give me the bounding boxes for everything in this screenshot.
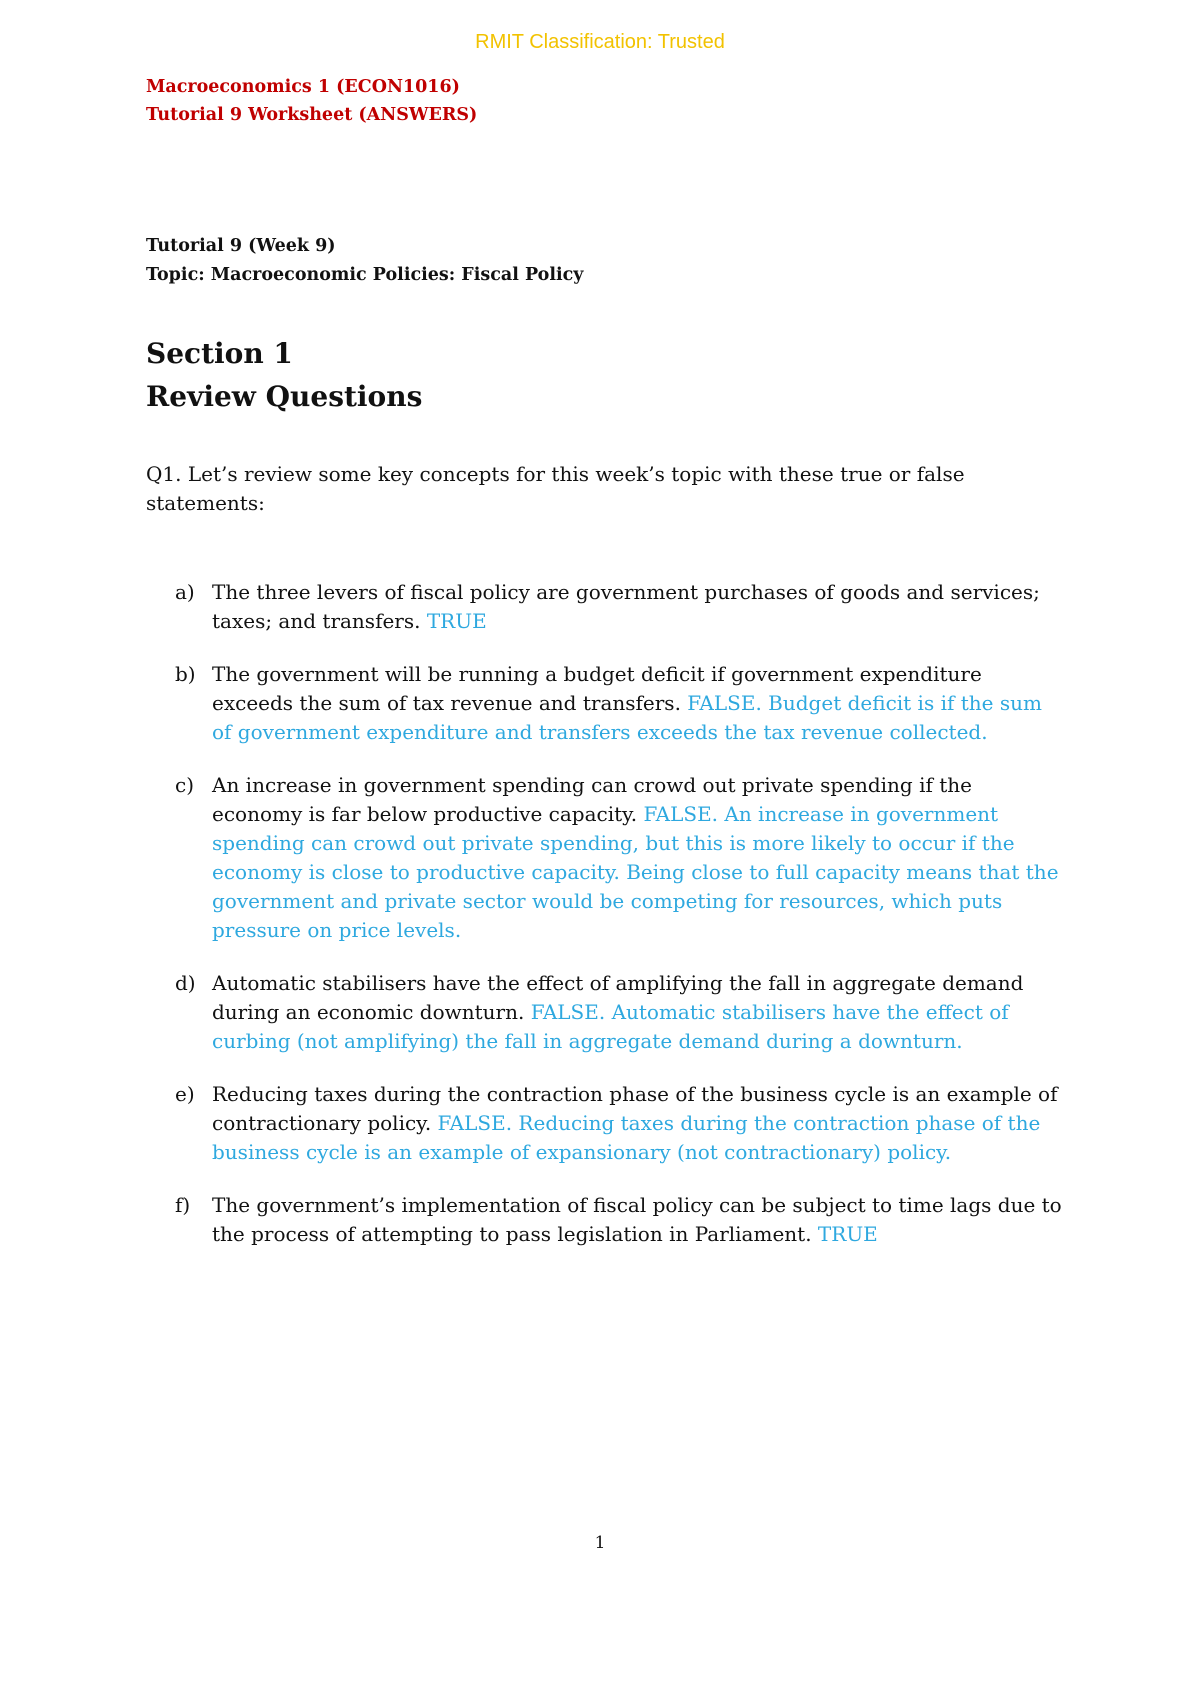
answer-list <box>146 578 1066 1273</box>
item-answer: TRUE <box>426 609 487 633</box>
item-statement: Reducing taxes during the contraction phase of the business cycle is an example of contractionary policy. <box>212 1082 1058 1135</box>
item-letter: f) <box>175 1193 191 1217</box>
item-statement: The three levers of fiscal policy are government purchases of goods and services; taxes; and transfers. <box>212 580 1040 633</box>
item-letter: b) <box>175 662 196 686</box>
question-prompt: Q1. Let’s review some key concepts for this week’s topic with these true or false statements: <box>146 462 965 515</box>
worksheet-title: Tutorial 9 Worksheet (ANSWERS) <box>146 105 478 125</box>
list-item <box>146 578 1066 636</box>
item-answer: FALSE. Automatic stabilisers have the effect of curbing (not amplifying) the fall in aggregate demand during a downturn. <box>212 1000 1009 1053</box>
item-statement: The government will be running a budget deficit if government expenditure exceeds the sum of tax revenue and transfers. <box>212 662 982 715</box>
course-header <box>146 73 477 129</box>
section-heading <box>146 332 422 418</box>
section-title: Review Questions <box>146 380 423 413</box>
tutorial-info <box>146 232 583 290</box>
item-statement: Automatic stabilisers have the effect of amplifying the fall in aggregate demand during an economic downturn. <box>212 971 1024 1024</box>
list-item <box>146 1080 1066 1167</box>
list-item <box>146 771 1066 945</box>
item-answer: FALSE. An increase in government spending can crowd out private spending, but this is more likely to occur if the economy is close to productive capacity. Being close to full capacity means that the government and private sector would be competing for resources, which puts pressure on price levels. <box>212 802 1059 942</box>
list-item <box>146 1191 1066 1249</box>
item-statement: An increase in government spending can crowd out private spending if the economy is far below productive capacity. <box>212 773 972 826</box>
course-title: Macroeconomics 1 (ECON1016) <box>146 77 460 97</box>
list-item <box>146 969 1066 1056</box>
item-answer: FALSE. Reducing taxes during the contraction phase of the business cycle is an example of expansionary (not contractionary) policy. <box>212 1111 1041 1164</box>
page-number: 1 <box>594 1533 606 1553</box>
item-statement: The government’s implementation of fiscal policy can be subject to time lags due to the process of attempting to pass legislation in Parliament. <box>212 1193 1062 1246</box>
item-answer: FALSE. Budget deficit is if the sum of government expenditure and transfers exceeds the tax revenue collected. <box>212 691 1042 744</box>
item-answer: TRUE <box>817 1222 878 1246</box>
item-letter: d) <box>175 971 196 995</box>
item-letter: c) <box>175 773 195 797</box>
section-number: Section 1 <box>146 337 293 370</box>
item-letter: e) <box>175 1082 195 1106</box>
classification-label: RMIT Classification: Trusted <box>475 31 725 53</box>
list-item <box>146 660 1066 747</box>
tutorial-topic: Topic: Macroeconomic Policies: Fiscal Policy <box>146 265 584 285</box>
item-letter: a) <box>175 580 195 604</box>
tutorial-week: Tutorial 9 (Week 9) <box>146 236 336 256</box>
